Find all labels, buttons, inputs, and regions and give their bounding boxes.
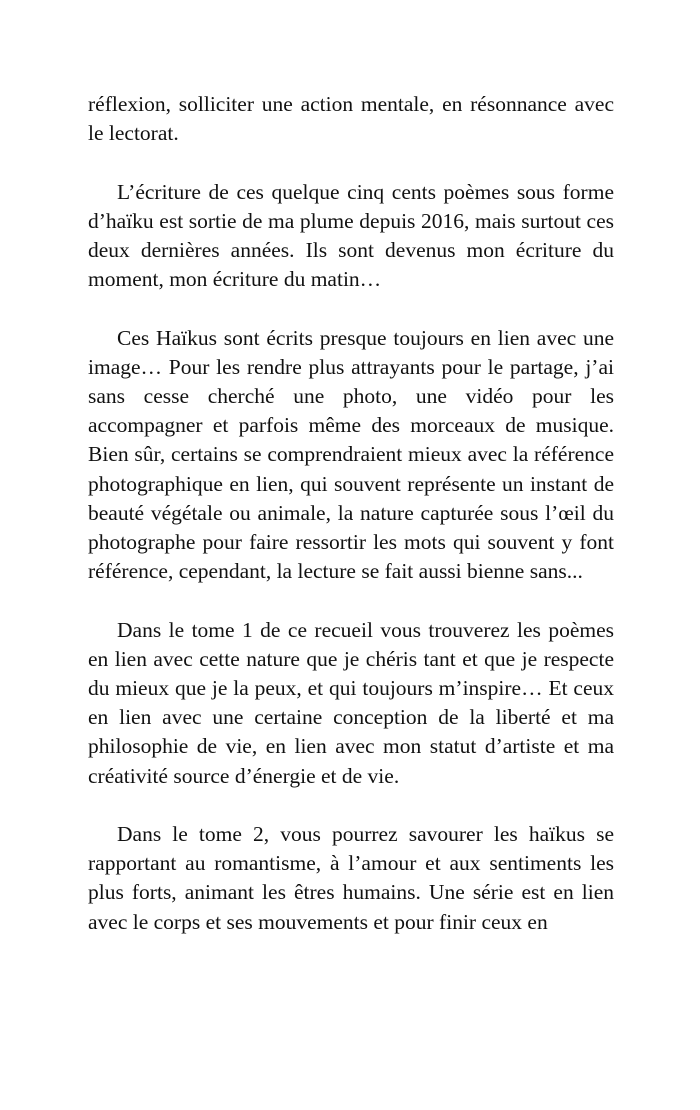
paragraph-5: Dans le tome 2, vous pourrez savourer les haïkus se rapportant au romantisme, à l’amour et aux sentiments les plus forts, animant les êtres humains. Une série est en lien avec le corps et ses mouvements et pour finir ceux en [88,822,614,934]
paragraph-1: réflexion, solliciter une action mentale, en résonnance avec le lectorat. [88,92,614,146]
document-page [88,90,614,966]
paragraph-2: L’écriture de ces quelque cinq cents poèmes sous forme d’haïku est sortie de ma plume depuis 2016, mais surtout ces deux dernières années. Ils sont devenus mon écriture du moment, mon écriture du matin… [88,179,614,292]
paragraph-3: Ces Haïkus sont écrits presque toujours en lien avec une image… Pour les rendre plus attrayants pour le partage, j’ai sans cesse cherché une photo, une vidéo pour les accompagner et parfois même des morceaux de musique. Bien sûr, certains se comprendraient mieux avec la référence photographique en lien, qui souvent représente un instant de beauté végétale ou animale, la nature capturée sous l’œil du photographe pour faire ressortir les mots qui souvent y font référence, cependant, la lecture se fait aussi bienne sans... [88,325,614,584]
paragraph-4: Dans le tome 1 de ce recueil vous trouverez les poèmes en lien avec cette nature que je chéris tant et que je respecte du mieux que je la peux, et qui toujours m’inspire… Et ceux en lien avec une certaine conception de la liberté et ma philosophie de vie, en lien avec mon statut d’artiste et ma créativité source d’énergie et de vie. [88,617,614,788]
